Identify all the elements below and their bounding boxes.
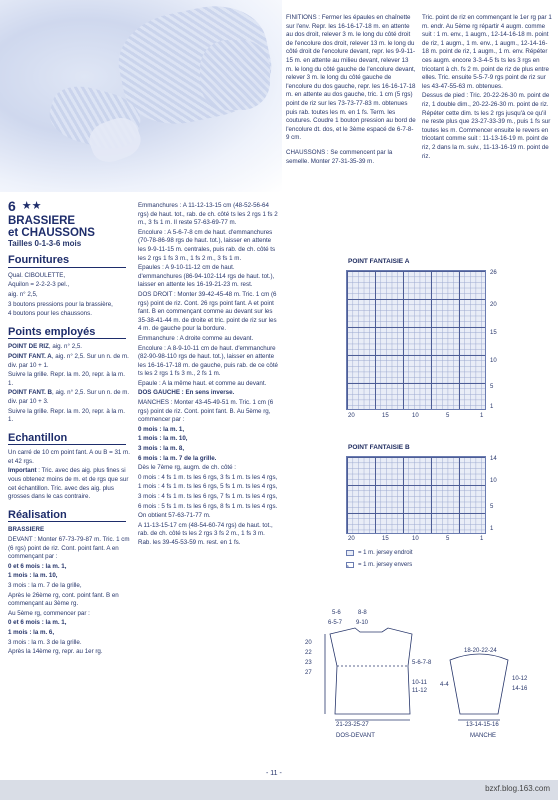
echantillon-important: Important : Tric. avec des aig. plus fines si vous obtenez moins de m. et de rgs que sur cet échantillon. Tric. avec des aig. plus grosses dans le cas contraire. <box>8 467 129 501</box>
chaussons-line: Dessus de pied : Tric. 20-22-26-30 m. point de riz, 1 double dim., 20-22-26-30 m. point de riz. Répéter cette dim. ts les 2 rgs jusqu'à ce qu'il ne reste plus que 23-27-33-39 m., puis 1 fs sur toutes les m. Commencer ensuite le revers en tricotant comme suit : 11-13-16-19 m. point de riz, 2 dans la m. suiv., 11-13-16-19 m. point de riz. <box>422 92 551 160</box>
fournitures-line: 4 boutons pour les chaussons. <box>8 310 92 318</box>
realisation-line: 3 mois : la m. 7 de la grille, <box>8 582 82 589</box>
schema-label: DOS-DEVANT <box>336 733 375 739</box>
chart-a-ytick: 1 <box>490 404 494 410</box>
chart-b-xtick: 10 <box>412 536 419 542</box>
realisation-line: 0 et 6 mois : la m. 1, <box>8 562 67 570</box>
pattern-title-2: et CHAUSSONS <box>8 226 95 239</box>
pattern-number: 6 <box>8 198 16 214</box>
instruction-line: 1 mois : la m. 10, <box>138 435 188 443</box>
chaussons-text: CHAUSSONS : Se commencent par la semelle. Monter 27-31-35-39 m. <box>286 148 393 165</box>
echantillon-text: Un carré de 10 cm point fant. A ou B = 31 m. et 42 rgs. <box>8 449 130 465</box>
points-line: POINT FANT. B, aig. n° 2,5. Sur un n. de m. div. par 10 + 3. <box>8 389 130 405</box>
realisation-sub: BRASSIERE <box>8 526 45 534</box>
chart-b-title: POINT FANTAISIE B <box>348 444 410 451</box>
left-column <box>8 198 130 658</box>
schema-label: 8-8 <box>358 610 367 616</box>
chart-b-ytick: 14 <box>490 456 497 462</box>
chart-a-xtick: 5 <box>446 413 450 419</box>
schema-label: 4-4 <box>440 682 449 688</box>
instruction-line: 0 mois : la m. 1, <box>138 425 185 433</box>
chart-a-xtick: 15 <box>382 413 389 419</box>
schema-label: 18-20-22-24 <box>464 648 497 654</box>
realisation-line: 1 mois : la m. 10, <box>8 572 58 580</box>
instruction-line: 6 mois : 5 fs 1 m. ts les 6 rgs, 8 fs 1 m. ts les 4 rgs. <box>138 502 278 510</box>
points-line: Suivre la grille. Repr. la m. 20, repr. à la m. 1. <box>8 407 125 424</box>
realisation-line: 0 et 6 mois : la m. 1, <box>8 619 67 627</box>
points-line: Suivre la grille. Repr. la m. 20, repr. à la m. 1. <box>8 371 125 387</box>
instruction-line: Dès le 7ème rg, augm. de ch. côté : <box>138 464 237 472</box>
fournitures-line: Qual. CIBOULETTE, <box>8 271 66 279</box>
realisation-line: 1 mois : la m. 6, <box>8 628 55 636</box>
schema-label: 27 <box>305 670 312 676</box>
chart-a-ytick: 26 <box>490 270 497 276</box>
instruction-line: On obtient 57-63-71-77 m. <box>138 512 211 520</box>
schema-label: 5-6 <box>332 610 341 616</box>
finitions-text: FINITIONS : Fermer les épaules en chaînette sur l'env. Repr. les 16-16-17-18 m. en attente au dos droit, relever 3 m. le long du côté droit de l'encolure dos droit, relever 13 m. le long du côté droit de l'encolure devant, repr. les 9-9-11-15 m. en attente au milieu devant, relever 13 m. le long du côté gauche de l'encolure devant, relever 3 m. le long du côté gauche de l'encolure du dos gauche, repr. les 16-16-17-18 m. en attente au dos gauche, tric. 1 cm (5 rgs) point de riz sur les 73-73-77-83 m. obtenues puis rab. toutes les m. en 1 fs. Term. les coutures. Coudre 1 bouton pression au bord de l'encolure dt. dos, et le 3ème espacé de 6-7-8-9 cm. <box>286 14 416 142</box>
chart-b-ytick: 1 <box>490 526 494 532</box>
instruction-line: Emmanchures : A 11-12-13-15 cm (48-52-56-64 rgs) de haut. tot., rab. de ch. côté ts les 2 rgs 1 fs 2 m., 3 fs 1 m. Il reste 57-63-69-77 m. <box>138 202 278 227</box>
chaussons-column <box>422 14 552 162</box>
realisation-line: DEVANT : Monter 67-73-79-87 m. Tric. 1 cm (6 rgs) point de riz. Cont. point fant. A en commençant par : <box>8 536 130 561</box>
chart-b-xtick: 1 <box>480 536 484 542</box>
schema-label: 11-12 <box>412 688 427 694</box>
instruction-line: 6 mois : la m. 7 de la grille. <box>138 454 217 462</box>
schema-label: 21-23-25-27 <box>336 722 369 728</box>
chart-b-ytick: 5 <box>490 504 494 510</box>
legend <box>346 550 413 568</box>
schema-label: 20 <box>305 640 312 646</box>
chart-a-xtick: 10 <box>412 413 419 419</box>
realisation-line: Au 5ème rg, commencer par : <box>8 609 90 617</box>
schema-label: 14-16 <box>512 686 528 692</box>
instruction-line: Epaule : A la même haut. et comme au devant. <box>138 379 267 387</box>
chart-a-grid <box>346 270 486 410</box>
middle-column <box>138 202 278 549</box>
schema-label: 9-10 <box>356 620 369 626</box>
schema-label: MANCHE <box>470 733 497 739</box>
finitions-column <box>286 14 416 167</box>
realisation-line: Après le 26ème rg, cont. point fant. B en commençant au 3ème rg. <box>8 591 119 608</box>
instruction-line: DOS DROIT : Monter 39-42-45-48 m. Tric. 1 cm (6 rgs) point de riz. Cont. 26 rgs point fant. A et point fant. B en commençant comme au devant sur les 35-38-41-44 m. de droite et tric. point de riz sur les 4 m. de gauche pour la bordure. <box>138 290 277 333</box>
points-line: POINT DE RIZ, aig. n° 2,5. <box>8 343 83 351</box>
chart-a-title: POINT FANTAISIE A <box>348 258 410 265</box>
footer-bar <box>0 780 558 800</box>
fournitures-line: Aquilon = 2-2-2-3 pel., <box>8 281 70 289</box>
product-photo <box>0 0 282 192</box>
schema-label: 10-12 <box>512 676 528 682</box>
instruction-line: 3 mois : la m. 8, <box>138 445 185 453</box>
chart-a-xtick: 20 <box>348 413 355 419</box>
chart-a-ytick: 15 <box>490 330 497 336</box>
schema-label: 5-6-7-8 <box>412 660 432 666</box>
legend-swatch-envers <box>346 562 354 568</box>
instruction-line: 0 mois : 4 fs 1 m. ts les 6 rgs, 3 fs 1 m. ts les 4 rgs, <box>138 473 278 481</box>
pattern-sizes: Tailles 0-1-3-6 mois <box>8 238 82 248</box>
chart-a-ytick: 10 <box>490 358 497 364</box>
instruction-line: 1 mois : 4 fs 1 m. ts les 6 rgs, 5 fs 1 m. ts les 4 rgs, <box>138 483 278 491</box>
legend-label: = 1 m. jersey endroit <box>358 550 413 556</box>
chart-b-xtick: 20 <box>348 536 355 542</box>
schema-label: 10-11 <box>412 680 427 686</box>
watermark-url: bzxf.blog.163.com <box>485 784 550 793</box>
instruction-line: Epaules : A 9-10-11-12 cm de haut. d'emmanchures (86-94-102-114 rgs de haut. tot.), laisser en attente les 16-19-21-23 m. rest. <box>138 264 275 289</box>
schema-label: 23 <box>305 660 312 666</box>
instruction-line: Encolure : A 5-6-7-8 cm de haut. d'emmanchures (70-78-86-98 rgs de haut. tot.), laisser en attente les 9-9-11-15 m. centrales, puis rab. de ch. côté ts les 2 rgs 1 fs 3 m., 1 fs 2 m., 3 fs 1 m. <box>138 228 276 262</box>
fournitures-list <box>8 272 130 319</box>
chaussons-line: Tric. point de riz en commençant le 1er rg par 1 m. endr. Au 5ème rg répartir 4 augm. comme suit : 1 m. env., 1 augm., 12-14-16-18 m. point de riz, 1 augm., 1 m. env., 1 augm., 12-14-16-18 m. point de riz, 1 augm., 1 m. env. Répéter ces augm. encore 3-3-4-5 fs ts les 3 rgs en tricotant à ch. fs 2 m. point de riz de plus entre elles. Tric. ensuite 5-5-7-9 rgs point de riz sur les 43-47-55-63 m. obtenues. <box>422 14 552 90</box>
realisation-line: 3 mois : la m. 3 de la grille. <box>8 638 82 646</box>
chart-b-xtick: 15 <box>382 536 389 542</box>
instruction-line: DOS GAUCHE : En sens inverse. <box>138 389 235 397</box>
chart-b-xtick: 5 <box>446 536 450 542</box>
fournitures-heading: Fournitures <box>8 254 70 267</box>
instruction-line: MANCHES : Monter 43-45-49-51 m. Tric. 1 cm (6 rgs) point de riz. Cont. point fant. B. Au 5ème rg, commencer par : <box>138 399 274 424</box>
chart-b-ytick: 10 <box>490 478 497 484</box>
instruction-line: 3 mois : 4 fs 1 m. ts les 6 rgs, 7 fs 1 m. ts les 4 rgs, <box>138 493 278 500</box>
points-line: POINT FANT. A, aig. n° 2,5. Sur un n. de m. div. par 10 + 1. <box>8 352 129 369</box>
instruction-line: A 11-13-15-17 cm (48-54-60-74 rgs) de haut. tot., rab. de ch. côté ts les 2 rgs 3 fs 2 m., 1 fs 3 m. Rab. les 39-45-53-59 m. rest. en 1 fs. <box>138 521 273 546</box>
legend-swatch-endroit <box>346 550 354 556</box>
pattern-title-1: BRASSIERE <box>8 214 76 227</box>
schema-label: 22 <box>305 650 312 656</box>
fournitures-line: aig. n° 2,5, <box>8 290 38 298</box>
chart-a-ytick: 5 <box>490 384 494 390</box>
points-list <box>8 343 130 424</box>
schema-label: 6-5-7 <box>328 620 343 626</box>
legend-label: = 1 m. jersey envers <box>358 562 413 568</box>
chart-b-grid <box>346 456 486 534</box>
page-number: - 11 - <box>266 770 282 777</box>
echantillon-heading: Echantillon <box>8 431 68 444</box>
difficulty-stars: ★★ <box>21 200 42 212</box>
realisation-line: Après la 14ème rg, repr. au 1er rg. <box>8 648 103 656</box>
chart-a-xtick: 1 <box>480 413 484 419</box>
schema-label: 13-14-15-16 <box>466 722 499 728</box>
realisation-heading: Réalisation <box>8 508 67 521</box>
fournitures-line: 3 boutons pressions pour la brassière, <box>8 300 113 308</box>
chart-a-ytick: 20 <box>490 302 497 308</box>
instruction-line: Encolure : A 8-9-10-11 cm de haut. d'emmanchure (82-90-98-110 rgs de haut. tot.), laisser en attente les 16-16-17-18 m. de gauche, puis rab. de ce côté ts les 2 rgs 1 fs 3 m., 2 fs 1 m. <box>138 344 278 378</box>
points-heading: Points employés <box>8 325 96 338</box>
instruction-line: Emmanchure : A droite comme au devant. <box>138 334 254 342</box>
